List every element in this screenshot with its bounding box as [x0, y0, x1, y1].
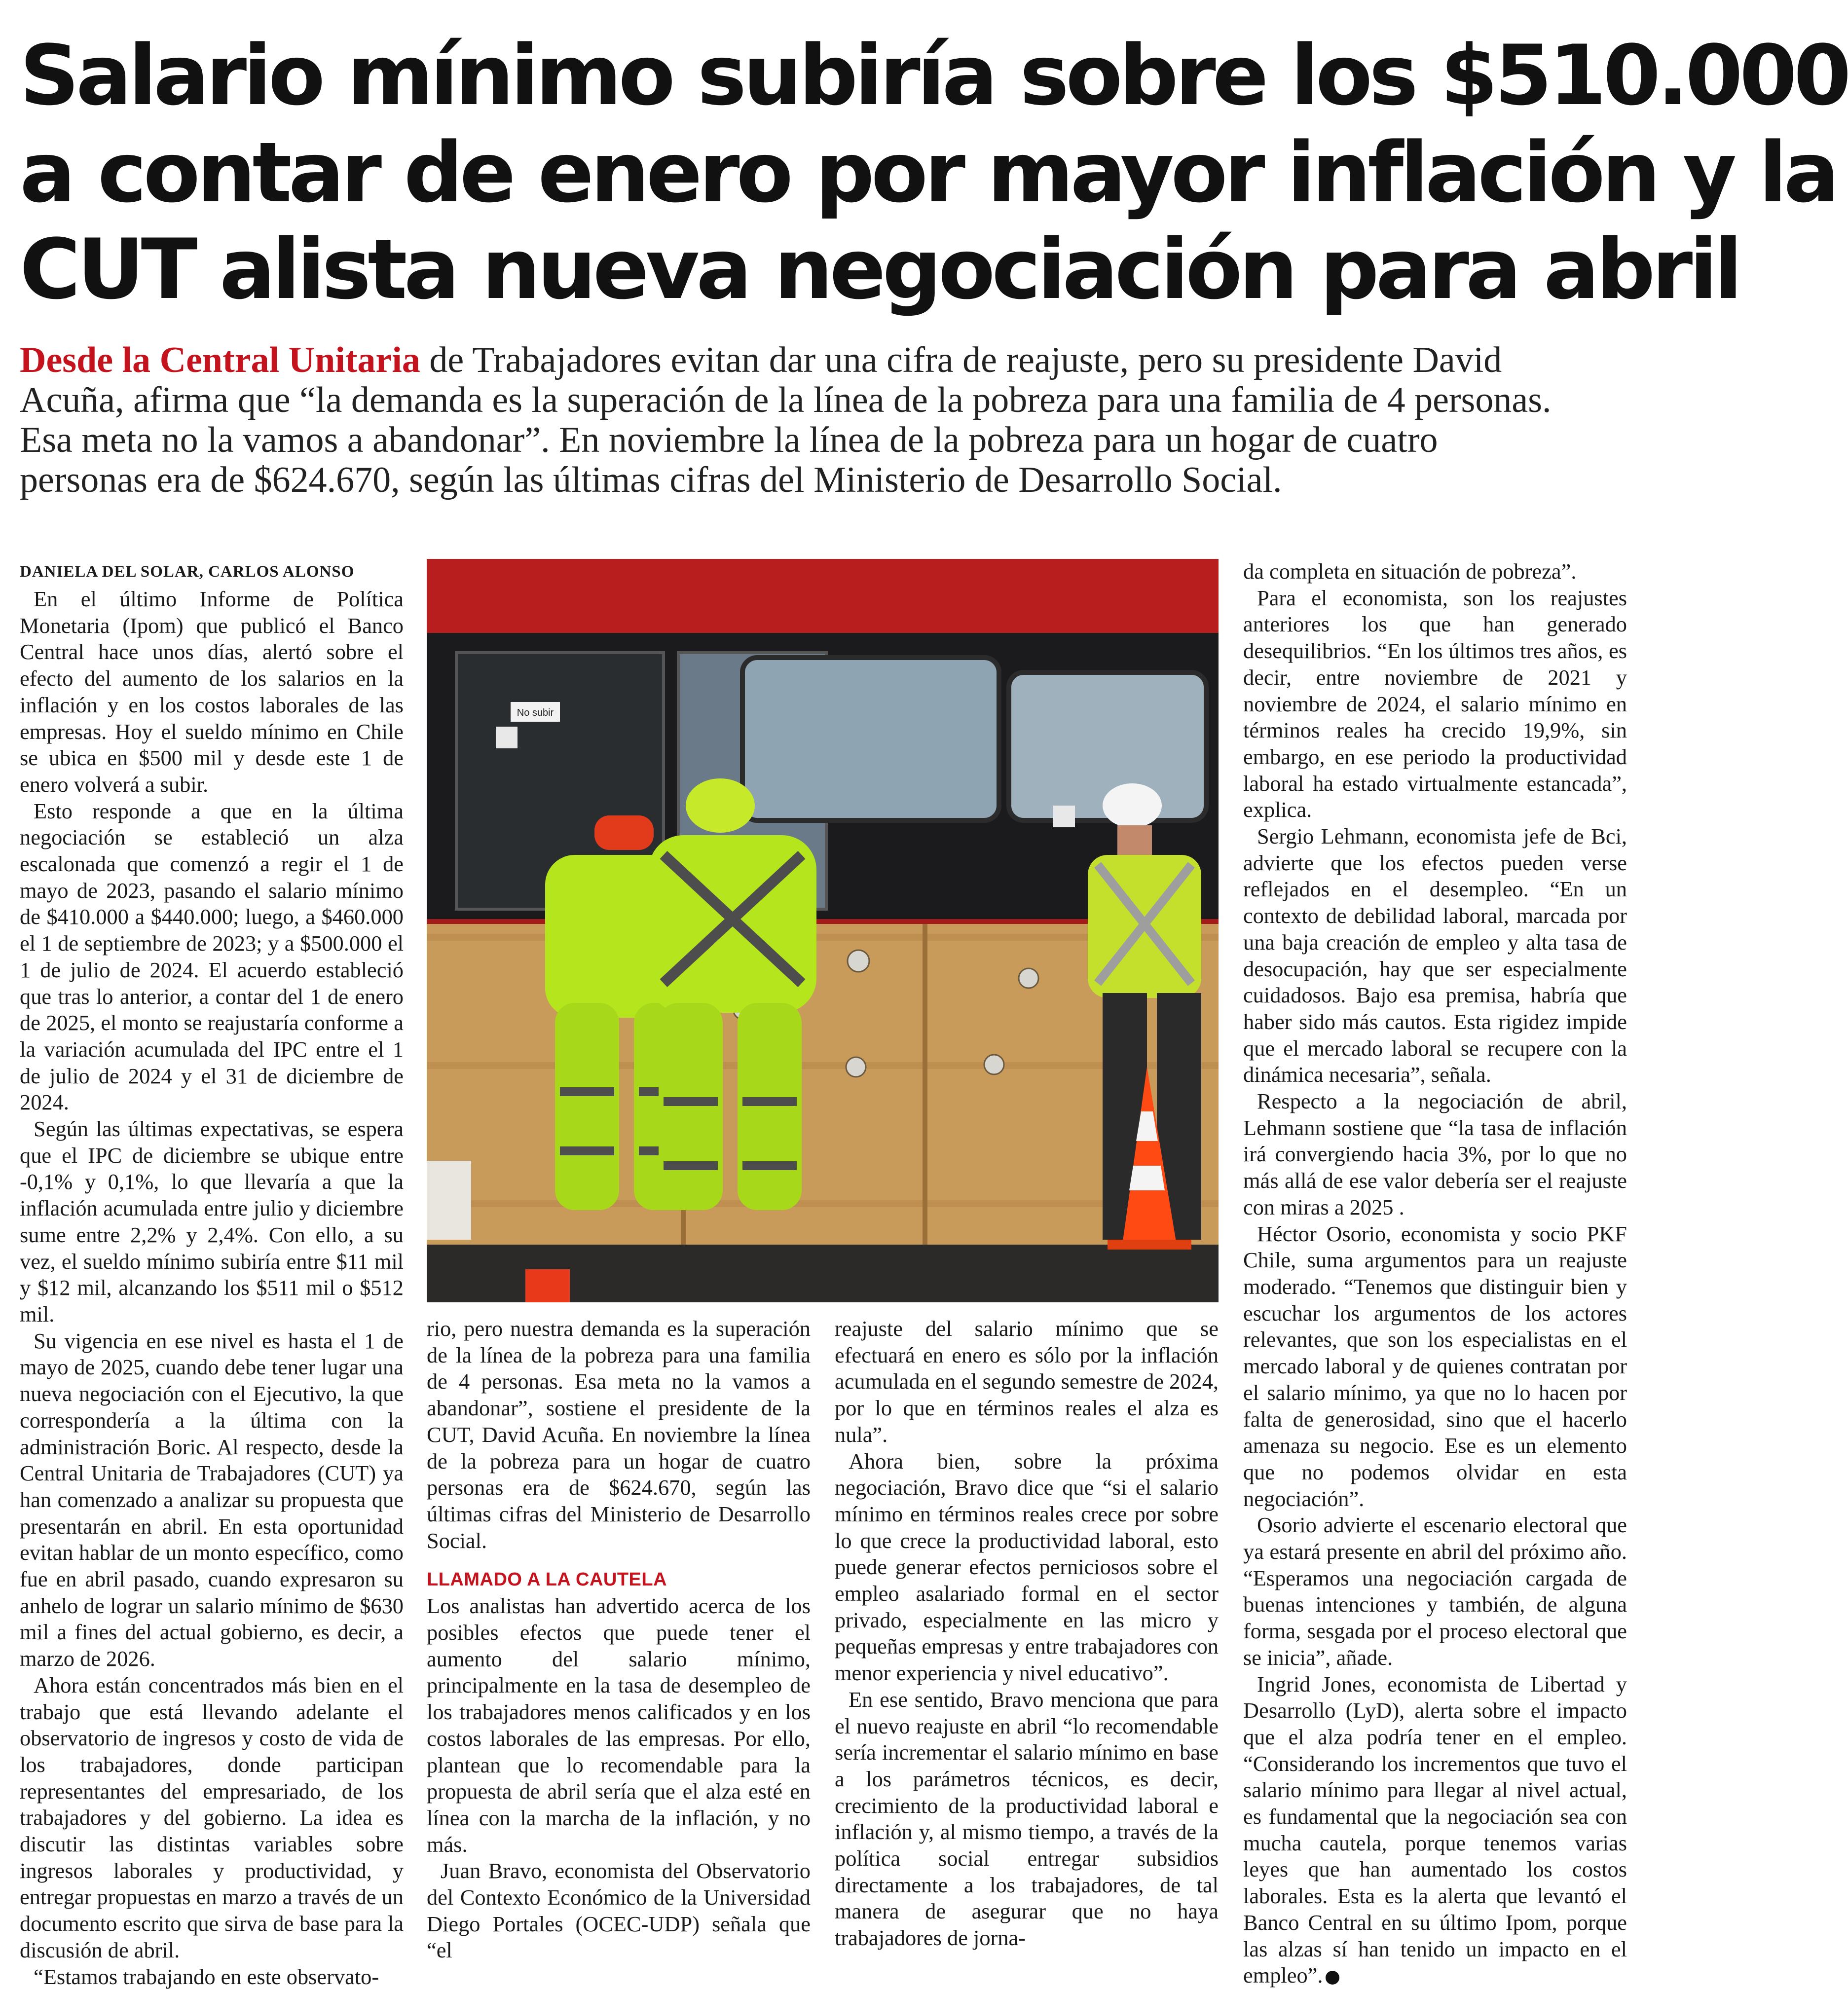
col1-paragraph: Ahora están concentrados más bien en el trabajo que está llevando adelante el observatorio de ingresos y costo de vida de los trabajadores, donde participan representantes del empresariado, de los trabajadores y del gobierno. La idea es discutir las distintas variables sobre ingresos laborales y productividad, y entregar propuestas en marzo a través de un documento escrito que sirva de base para la discusión de abril.	[20, 1672, 404, 1962]
lede-highlight: Desde la Central Unitaria	[20, 340, 420, 380]
section-subhead: LLAMADO A LA CAUTELA	[427, 1569, 667, 1590]
lede-line-1-text: de Trabajadores evitan dar una cifra de reajuste, pero su presidente David	[420, 340, 1502, 380]
lede-line-3: Esa meta no la vamos a abandonar”. En noviembre la línea de la pobreza para un hogar de cuatro	[20, 420, 1438, 460]
col3-paragraph: Ahora bien, sobre la próxima negociación, Bravo dice que “si el salario mínimo en términos reales crece por sobre lo que crece la productividad laboral, esto puede generar efectos perniciosos sobre el empleo asalariado formal en el sector privado, especialmente en las micro y pequeñas empresas y entre trabajadores con menor experiencia y nivel educativo”.	[835, 1448, 1219, 1686]
lede-line-1	[20, 340, 1628, 380]
news-photo-bus-workers	[427, 559, 1219, 1302]
col4-paragraph: Para el economista, son los reajustes anteriores los que han generado desequilibrios. “En los últimos tres años, es decir, entre noviembre de 2021 y noviembre de 2024, el salario mínimo en términos reales ha crecido 19,9%, sin embargo, en ese periodo la productividad laboral ha estado virtualmente estancada”, explica.	[1243, 585, 1627, 822]
col3-paragraph: En ese sentido, Bravo menciona que para el nuevo reajuste en abril “lo recomendable sería incrementar el salario mínimo en base a los parámetros técnicos, es decir, crecimiento de la productividad laboral e inflación y, al mismo tiempo, a través de la política social entregar subsidios directamente a los trabajadores, de tal manera de asegurar que no haya trabajadores de jorna-	[835, 1687, 1219, 1951]
col4-paragraph: Respecto a la negociación de abril, Lehmann sostiene que “la tasa de inflación irá convergiendo hacia 3%, por lo que no más allá de ese valor debería ser el reajuste con miras a 2025 .	[1243, 1089, 1627, 1219]
col1-paragraph: En el último Informe de Política Monetaria (Ipom) que publicó el Banco Central hace unos días, alertó sobre el efecto del aumento de los salarios en la inflación y en los costos laborales de las empresas. Hoy el sueldo mínimo en Chile se ubica en $500 mil y desde este 1 de enero volverá a subir.	[20, 587, 404, 797]
col4-paragraph: Héctor Osorio, economista y socio PKF Chile, suma argumentos para un reajuste moderado. “Tenemos que distinguir bien y escuchar los argumentos de los actores relevantes, que son los especialistas en el mercado laboral y de quienes contratan por el salario mínimo, ya que no lo hacen por falta de generosidad, sino que el hacerlo amenaza su negocio. Ese es un elemento que no podemos olvidar en esta negociación”.	[1243, 1221, 1627, 1511]
headline	[20, 27, 1848, 318]
bus-sign-text: No subir	[517, 707, 554, 718]
lede-line-2: Acuña, afirma que “la demanda es la superación de la línea de la pobreza para una familia de 4 personas.	[20, 380, 1552, 420]
col2-paragraph: Los analistas han advertido acerca de los posibles efectos que puede tener el aumento del salario mínimo, principalmente en la tasa de desempleo de los trabajadores menos calificados y en los costos laborales de las empresas. Por ello, plantean que lo recomendable para la propuesta de abril sería que el alza esté en línea con la marcha de la inflación, y no más.	[427, 1593, 811, 1857]
article-column-3	[835, 1316, 1219, 1952]
article-column-4	[1243, 558, 1627, 1989]
col1-paragraph: “Estamos trabajando en este observato-	[34, 1964, 379, 1989]
col1-paragraph: Según las últimas expectativas, se espera que el IPC de diciembre se ubique entre -0,1% y 0,1%, lo que llevaría a que la inflación acumulada entre julio y diciembre sume entre 2,2% y 2,4%. Con ello, a su vez, el sueldo mínimo subiría entre $11 mil y $12 mil, alcanzando los $511 mil o $512 mil.	[20, 1116, 404, 1327]
col4-paragraph: da completa en situación de pobreza”.	[1243, 559, 1577, 584]
col3-paragraph: reajuste del salario mínimo que se efectuará en enero es sólo por la inflación acumulada en el segundo semestre de 2024, por lo que en términos reales el alza es nula”.	[835, 1316, 1219, 1447]
headline-line-1: Salario mínimo subiría sobre los $510.000	[20, 27, 1848, 124]
article-column-2	[427, 1316, 811, 1964]
col4-paragraph-last	[1243, 1671, 1627, 1989]
col2-paragraph: Juan Bravo, economista del Observatorio del Contexto Económico de la Universidad Diego Portales (OCEC-UDP) señala que “el	[427, 1858, 811, 1963]
article-column-1	[20, 558, 404, 1990]
col1-paragraph: Su vigencia en ese nivel es hasta el 1 de mayo de 2025, cuando debe tener lugar una nueva negociación con el Ejecutivo, la que correspondería a la última con la administración Boric. Al respecto, desde la Central Unitaria de Trabajadores (CUT) ya han comenzado a analizar su propuesta que presentarán en abril. En esta oportunidad evitan hablar de un monto específico, como fue en abril pasado, cuando expresaron su anhelo de lograr un salario mínimo de $630 mil a fines del actual gobierno, es decir, a marzo de 2026.	[20, 1328, 404, 1671]
headline-line-2: a contar de enero por mayor inflación y la	[20, 124, 1836, 221]
end-mark-icon: P	[1326, 1971, 1339, 1985]
photo-illustration	[427, 559, 1219, 1302]
col4-last-text: Ingrid Jones, economista de Libertad y Desarrollo (LyD), alerta sobre el impacto que el alza podría tener en el empleo. “Considerando los incrementos que tuvo el salario mínimo para llegar al nivel actual, es fundamental que la negociación sea con mucha cautela, porque tenemos varias leyes que han aumentado los costos laborales. Esta es la alerta que levantó el Banco Central en su último Ipom, porque las alzas sí han tenido un impacto en el empleo”.	[1243, 1671, 1627, 1988]
col4-paragraph: Sergio Lehmann, economista jefe de Bci, advierte que los efectos pueden verse reflejados en el desempleo. “En un contexto de debilidad laboral, marcada por una baja creación de empleo y alta tasa de desocupación, hay que ser especialmente cuidadosos. Bajo esa premisa, habría que haber sido más cautos. Esta rigidez impide que el mercado laboral se recupere con la dinámica necesaria”, señala.	[1243, 824, 1627, 1087]
lede-line-4: personas era de $624.670, según las últimas cifras del Ministerio de Desarrollo Social.	[20, 460, 1282, 500]
lede	[20, 340, 1628, 500]
headline-line-3: CUT alista nueva negociación para abril	[20, 221, 1739, 318]
col4-paragraph: Osorio advierte el escenario electoral que ya estará presente en abril del próximo año. “Esperamos una negociación cargada de buenas intenciones y también, de alguna forma, sesgada por el proceso electoral que se inicia”, añade.	[1243, 1512, 1627, 1670]
byline: DANIELA DEL SOLAR, CARLOS ALONSO	[20, 563, 355, 581]
col1-paragraph: Esto responde a que en la última negociación se estableció un alza escalonada que comenzó a regir el 1 de mayo de 2023, pasando el salario mínimo de $410.000 a $440.000; luego, a $460.000 el 1 de septiembre de 2023; y a $500.000 el 1 de julio de 2024. El acuerdo estableció que tras lo anterior, a contar del 1 de enero de 2025, el monto se reajustaría conforme a la variación acumulada del IPC entre el 1 de julio de 2024 y el 31 de diciembre de 2024.	[20, 798, 404, 1115]
col2-paragraph: rio, pero nuestra demanda es la superación de la línea de la pobreza para una familia de 4 personas. Esa meta no la vamos a abandonar”, sostiene el presidente de la CUT, David Acuña. En noviembre la línea de la pobreza para un hogar de cuatro personas era de $624.670, según las últimas cifras del Ministerio de Desarrollo Social.	[427, 1316, 811, 1553]
